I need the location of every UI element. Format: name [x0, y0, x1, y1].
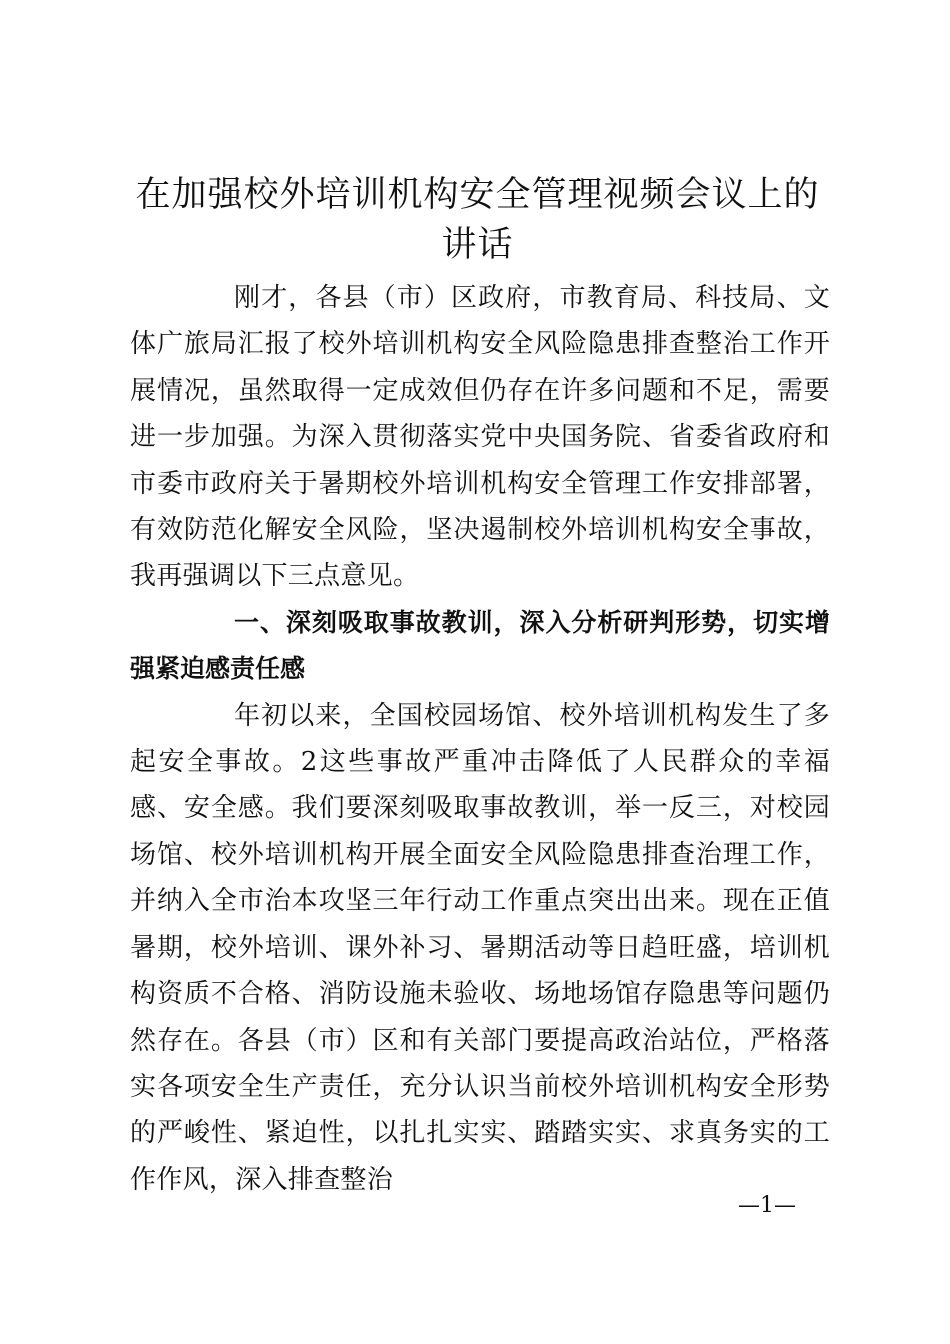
document-body [130, 275, 830, 1203]
document-title: 在加强校外培训机构安全管理视频会议上的讲话 [135, 175, 820, 265]
section-heading: 一、深刻吸取事故教训，深入分析研判形势，切实增强紧迫感责任感 [130, 607, 830, 684]
intro-paragraph: 刚才，各县（市）区政府，市教育局、科技局、文体广旅局汇报了校外培训机构安全风险隐患排查整治工作开展情况，虽然取得一定成效但仍存在许多问题和不足，需要进一步加强。为深入贯彻落实党中央国务院、省委省政府和市委市政府关于暑期校外培训机构安全管理工作安排部署，有效防范化解安全风险，坚决遏制校外培训机构安全事故，我再强调以下三点意见。 [130, 283, 830, 592]
page-number: —1— [738, 1193, 796, 1218]
section-body-paragraph: 年初以来，全国校园场馆、校外培训机构发生了多起安全事故。2这些事故严重冲击降低了人民群众的幸福感、安全感。我们要深刻吸取事故教训，举一反三，对校园场馆、校外培训机构开展全面安全风险隐患排查治理工作，并纳入全市治本攻坚三年行动工作重点突出出来。现在正值暑期，校外培训、课外补习、暑期活动等日趋旺盛，培训机构资质不合格、消防设施未验收、场地场馆存隐患等问题仍然存在。各县（市）区和有关部门要提高政治站位，严格落实各项安全生产责任，充分认识当前校外培训机构安全形势的严峻性、紧迫性，以扎扎实实、踏踏实实、求真务实的工作作风，深入排查整治 [130, 700, 830, 1195]
